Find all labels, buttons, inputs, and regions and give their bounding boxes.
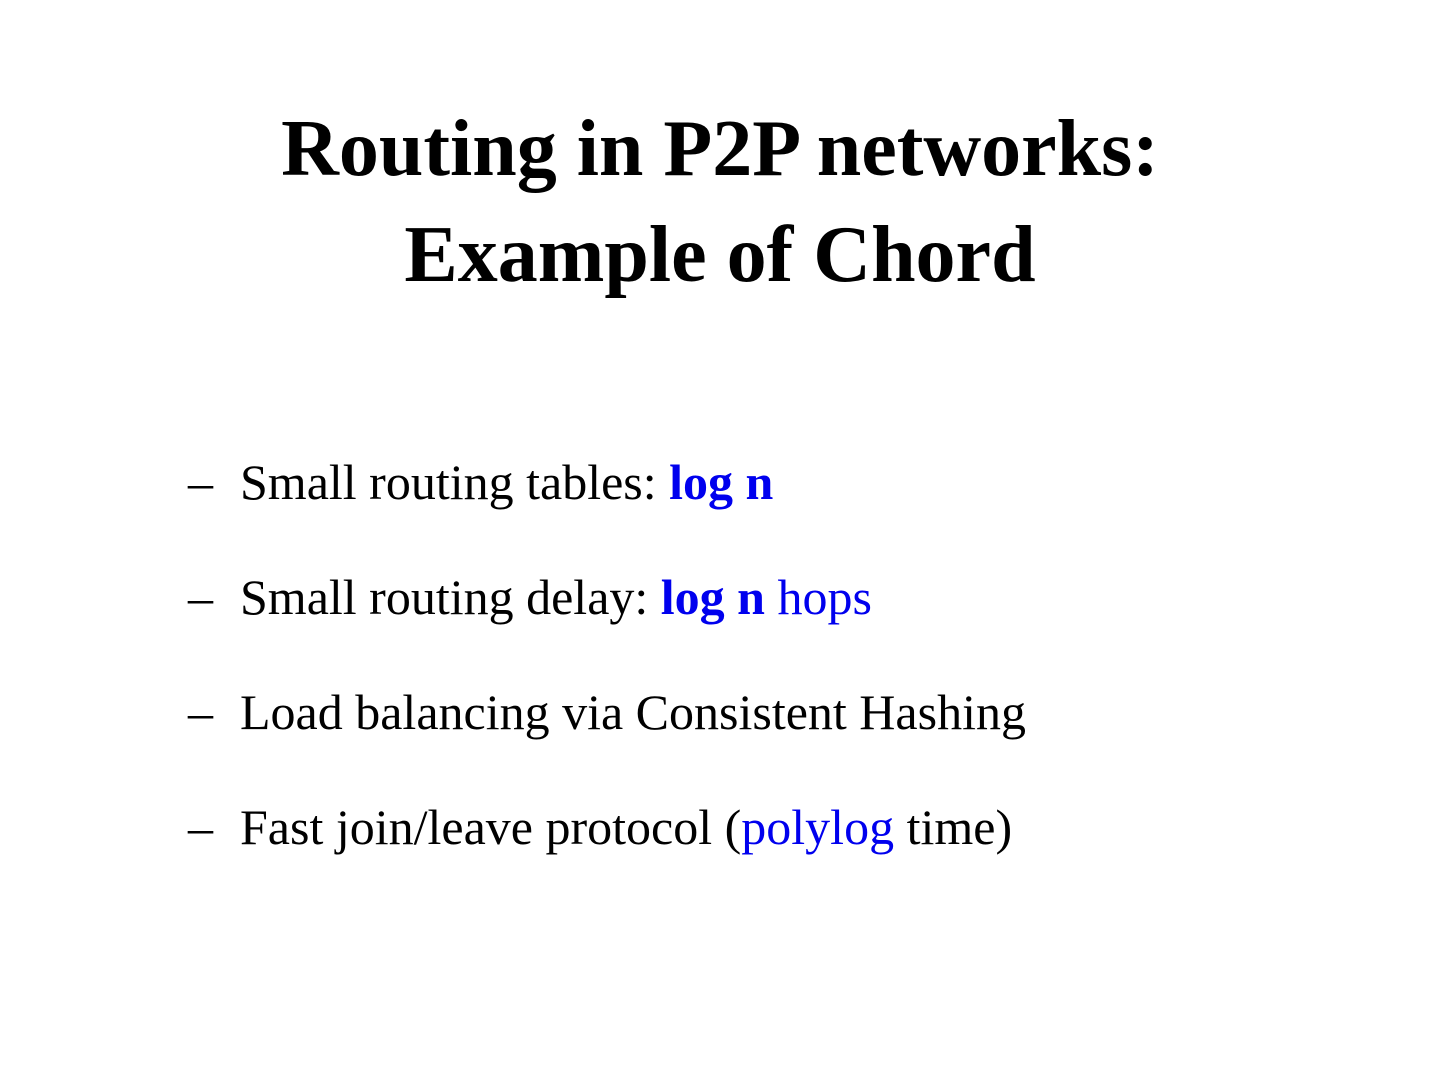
bullet-highlight: log n — [660, 569, 765, 625]
bullet-text: Load balancing via Consistent Hashing — [240, 684, 1026, 740]
bullet-join-leave — [188, 791, 1026, 863]
title-line-1: Routing in P2P networks: — [281, 105, 1159, 193]
bullet-routing-delay — [188, 561, 1026, 633]
title-line-2: Example of Chord — [404, 211, 1036, 299]
bullet-highlight: log n — [669, 454, 774, 510]
bullet-routing-tables — [188, 446, 1026, 518]
bullet-text-after: time) — [894, 799, 1013, 855]
bullet-dash: – — [188, 799, 213, 855]
bullet-list — [188, 446, 1026, 906]
slide-title — [0, 96, 1440, 308]
bullet-text: Fast join/leave protocol ( — [240, 799, 742, 855]
bullet-dash: – — [188, 569, 213, 625]
bullet-text: Small routing tables: — [240, 454, 670, 510]
bullet-dash: – — [188, 454, 213, 510]
bullet-highlight-suffix: hops — [764, 569, 872, 625]
bullet-dash: – — [188, 684, 213, 740]
bullet-highlight: polylog — [741, 799, 895, 855]
bullet-text: Small routing delay: — [240, 569, 661, 625]
bullet-load-balancing — [188, 676, 1026, 748]
